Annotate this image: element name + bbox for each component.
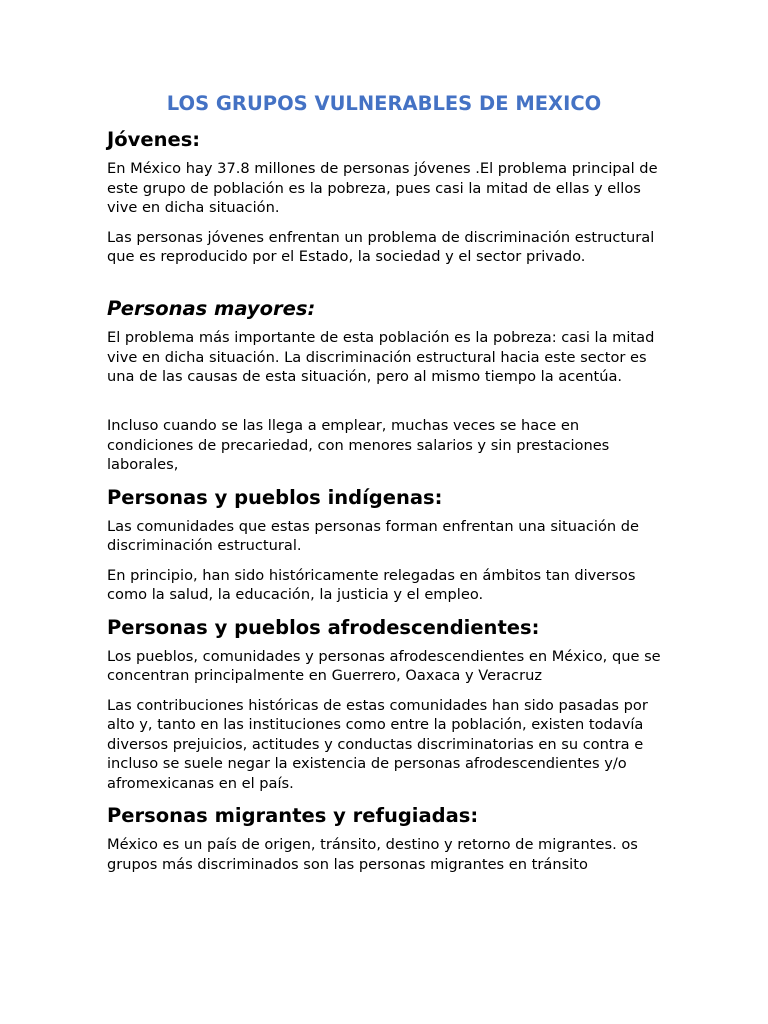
section-jovenes: [107, 122, 665, 286]
section-migrantes-refugiadas: [107, 798, 665, 874]
paragraph-afrodescendientes-1: Los pueblos, comunidades y personas afrodescendientes en México, que se concentran principalmente en Guerrero, Oaxaca y Veracruz: [107, 647, 661, 684]
section-heading-afrodescendientes: Personas y pueblos afrodescendientes:: [107, 615, 540, 639]
section-heading-jovenes: Jóvenes:: [107, 128, 201, 151]
paragraph-jovenes-1: En México hay 37.8 millones de personas jóvenes .El problema principal de este grupo de población es la pobreza, pues casi la mitad de ellas y ellos vive en dicha situación.: [107, 160, 658, 216]
section-afrodescendientes: [107, 610, 665, 794]
paragraph-jovenes-2: Las personas jóvenes enfrentan un problema de discriminación estructural que es reproducido por el Estado, la sociedad y el sector privado.: [107, 228, 655, 265]
paragraph-migrantes-refugiadas-1: México es un país de origen, tránsito, destino y retorno de migrantes. os grupos más discriminados son las personas migrantes en tránsito: [107, 836, 638, 873]
section-heading-migrantes-refugiadas: Personas migrantes y refugiadas:: [107, 804, 479, 827]
paragraph-afrodescendientes-2: Las contribuciones históricas de estas comunidades han sido pasadas por alto y, tanto en las instituciones como entre la población, existen todavía diversos prejuicios, actitudes y conductas discriminatorias en su contra e incluso se suele negar la existencia de personas afrodescendientes y/o afromexicanas en el país.: [107, 696, 648, 792]
paragraph-personas-mayores-1: El problema más importante de esta población es la pobreza: casi la mitad vive en dicha situación. La discriminación estructural hacia este sector es una de las causas de esta situación, pero al mismo tiempo la acentúa.: [107, 329, 655, 385]
document-page: [107, 88, 665, 874]
section-personas-mayores: [107, 291, 665, 475]
section-heading-pueblos-indigenas: Personas y pueblos indígenas:: [107, 485, 443, 509]
paragraph-personas-mayores-2: Incluso cuando se las llega a emplear, muchas veces se hace en condiciones de precariedad, con menores salarios y sin prestaciones laborales,: [107, 417, 610, 473]
section-pueblos-indigenas: [107, 480, 665, 605]
paragraph-pueblos-indigenas-1: Las comunidades que estas personas forman enfrentan una situación de discriminación estructural.: [107, 517, 640, 554]
paragraph-pueblos-indigenas-2: En principio, han sido históricamente relegadas en ámbitos tan diversos como la salud, la educación, la justicia y el empleo.: [107, 566, 636, 603]
document-title: LOS GRUPOS VULNERABLES DE MEXICO: [166, 92, 602, 115]
section-heading-personas-mayores: Personas mayores:: [107, 297, 316, 320]
